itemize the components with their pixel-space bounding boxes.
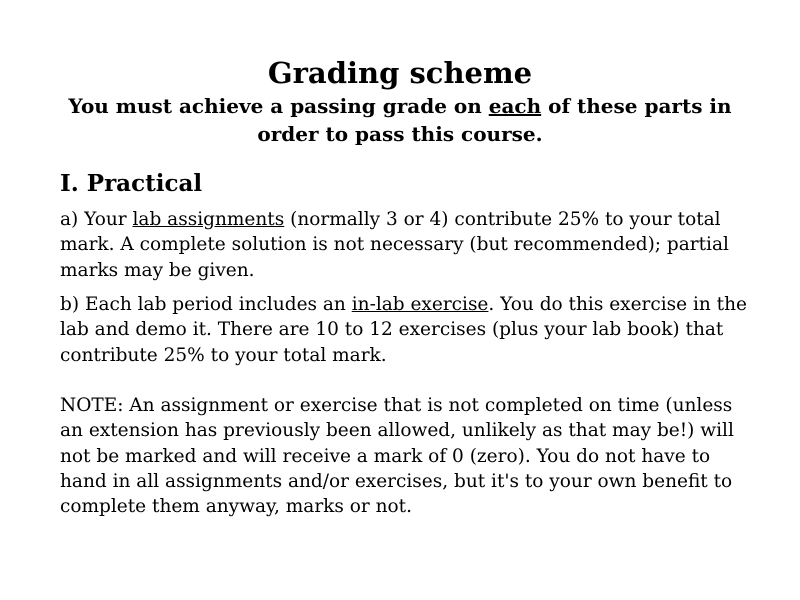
section-heading: I. Practical — [60, 170, 203, 197]
slide-subtitle — [60, 92, 740, 148]
slide-title: Grading scheme — [267, 56, 533, 90]
item-a-paragraph — [60, 207, 760, 283]
item-b-paragraph — [60, 292, 760, 368]
item-a-prefix: a) Your — [60, 209, 133, 230]
item-b-prefix: b) Each lab period includes an — [60, 294, 352, 315]
item-a-underlined-term: lab assignments — [132, 209, 285, 230]
item-b-underlined-term: in-lab exercise — [351, 294, 489, 315]
subtitle-text-after: of these parts in order to pass this course. — [257, 94, 732, 146]
subtitle-emphasis: each — [488, 94, 542, 118]
item-a-rest: (normally 3 or 4) contribute 25% to your total mark. A complete solution is not necessary (but recommended); partial marks may be given. — [60, 209, 729, 281]
note-paragraph: NOTE: An assignment or exercise that is not completed on time (unless an extension has previously been allowed, unlikely as that may be!) will not be marked and will receive a mark of 0 (zero). You do not have to hand in all assignments and/or exercises, but it's to your own benefit to complete them anyway, marks or not. — [60, 395, 734, 518]
item-b-rest: . You do this exercise in the lab and demo it. There are 10 to 12 exercises (plus your lab book) that contribute 25% to your total mark. — [60, 294, 747, 366]
subtitle-text-before: You must achieve a passing grade on — [68, 94, 489, 118]
